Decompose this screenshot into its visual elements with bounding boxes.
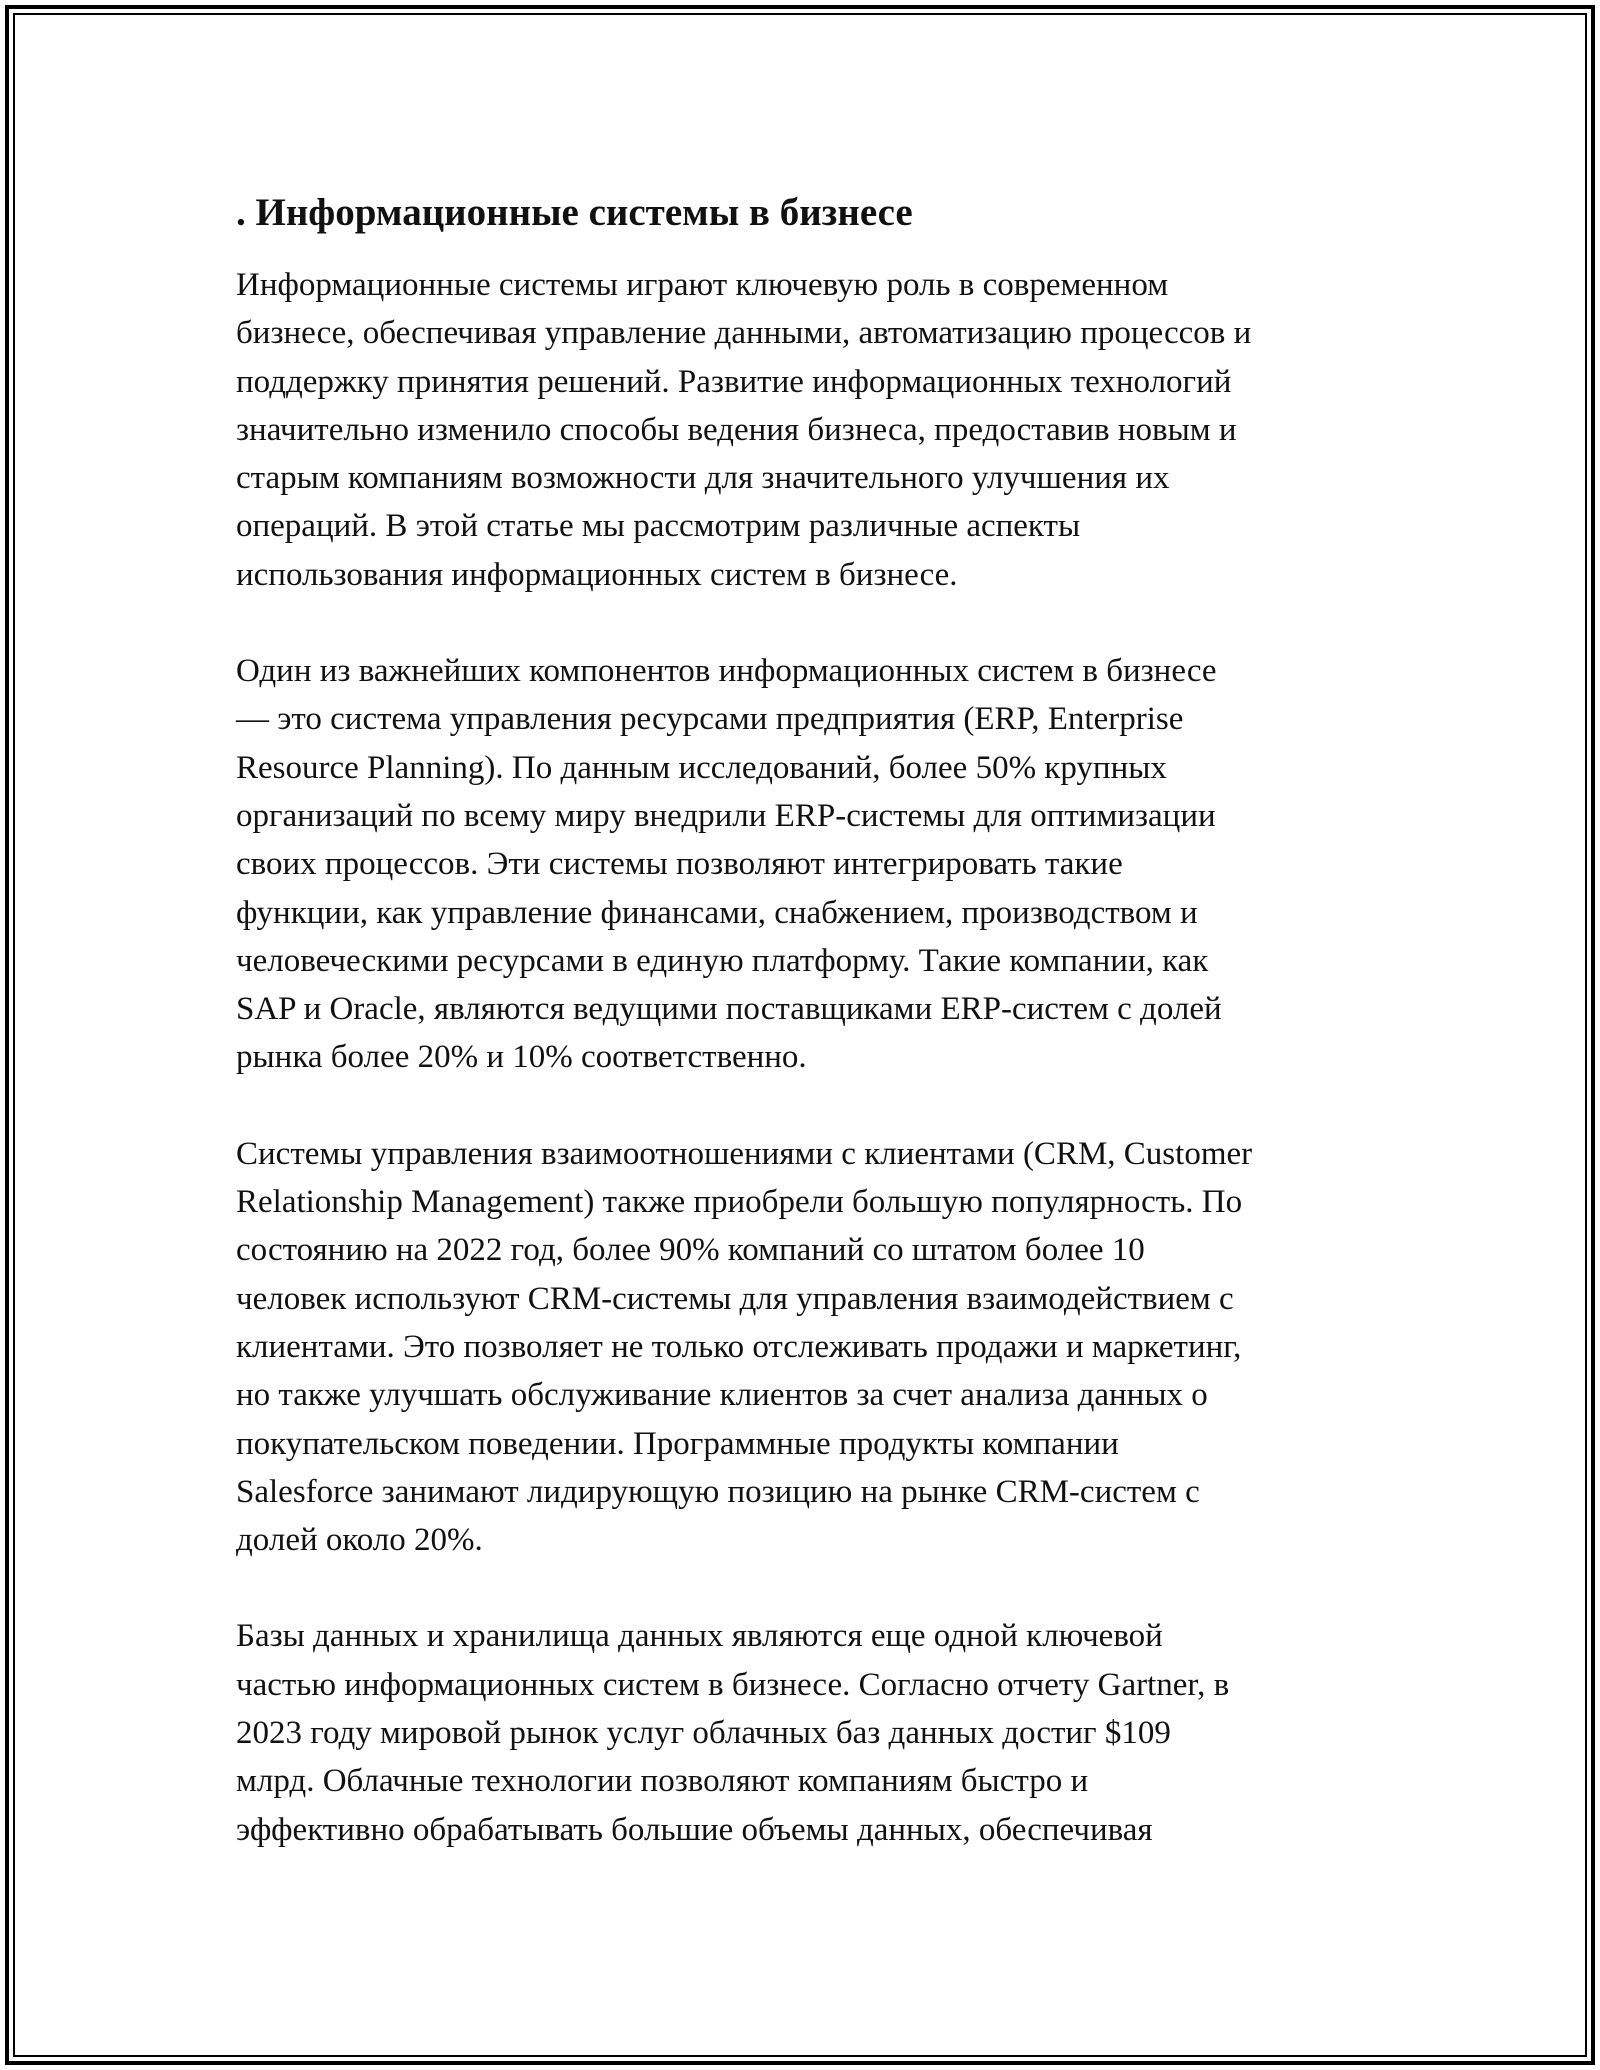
document-body [236, 180, 1376, 1902]
paragraph-intro: Информационные системы играют ключевую роль в современном бизнесе, обеспечивая управление данными, автоматизацию процессов и поддержку принятия решений. Развитие информационных технологий значительно изменило способы ведения бизнеса, предоставив новым и старым компаниям возможности для значительного улучшения их операций. В этой статье мы рассмотрим различные аспекты использования информационных систем в бизнесе. [236, 267, 1252, 593]
section-title: . Информационные системы в бизнесе [236, 191, 913, 234]
paragraph-erp: Один из важнейших компонентов информационных систем в бизнесе — это система управления ресурсами предприятия (ERP, Enterprise Resource Planning). По данным исследований, более 50% крупных организаций по всему миру внедрили ERP-системы для оптимизации своих процессов. Эти системы позволяют интегрировать такие функции, как управление финансами, снабжением, производством и человеческими ресурсами в единую платформу. Такие компании, как SAP и Oracle, являются ведущими поставщиками ERP-систем с долей рынка более 20% и 10% соответственно. [236, 653, 1222, 1076]
paragraph-databases: Базы данных и хранилища данных являются еще одной ключевой частью информационных систем в бизнесе. Согласно отчету Gartner, в 2023 году мировой рынок услуг облачных баз данных достиг $109 млрд. Облачные технологии позволяют компаниям быстро и эффективно обрабатывать большие объемы данных, обеспечивая [236, 1618, 1230, 1848]
paragraph-crm: Системы управления взаимоотношениями с клиентами (CRM, Customer Relationship Management) также приобрели большую популярность. По состоянию на 2022 год, более 90% компаний со штатом более 10 человек используют CRM-системы для управления взаимодействием с клиентами. Это позволяет не только отслеживать продажи и маркетинг, но также улучшать обслуживание клиентов за счет анализа данных о покупательском поведении. Программные продукты компании Salesforce занимают лидирующую позицию на рынке CRM-систем с долей около 20%. [236, 1135, 1253, 1559]
